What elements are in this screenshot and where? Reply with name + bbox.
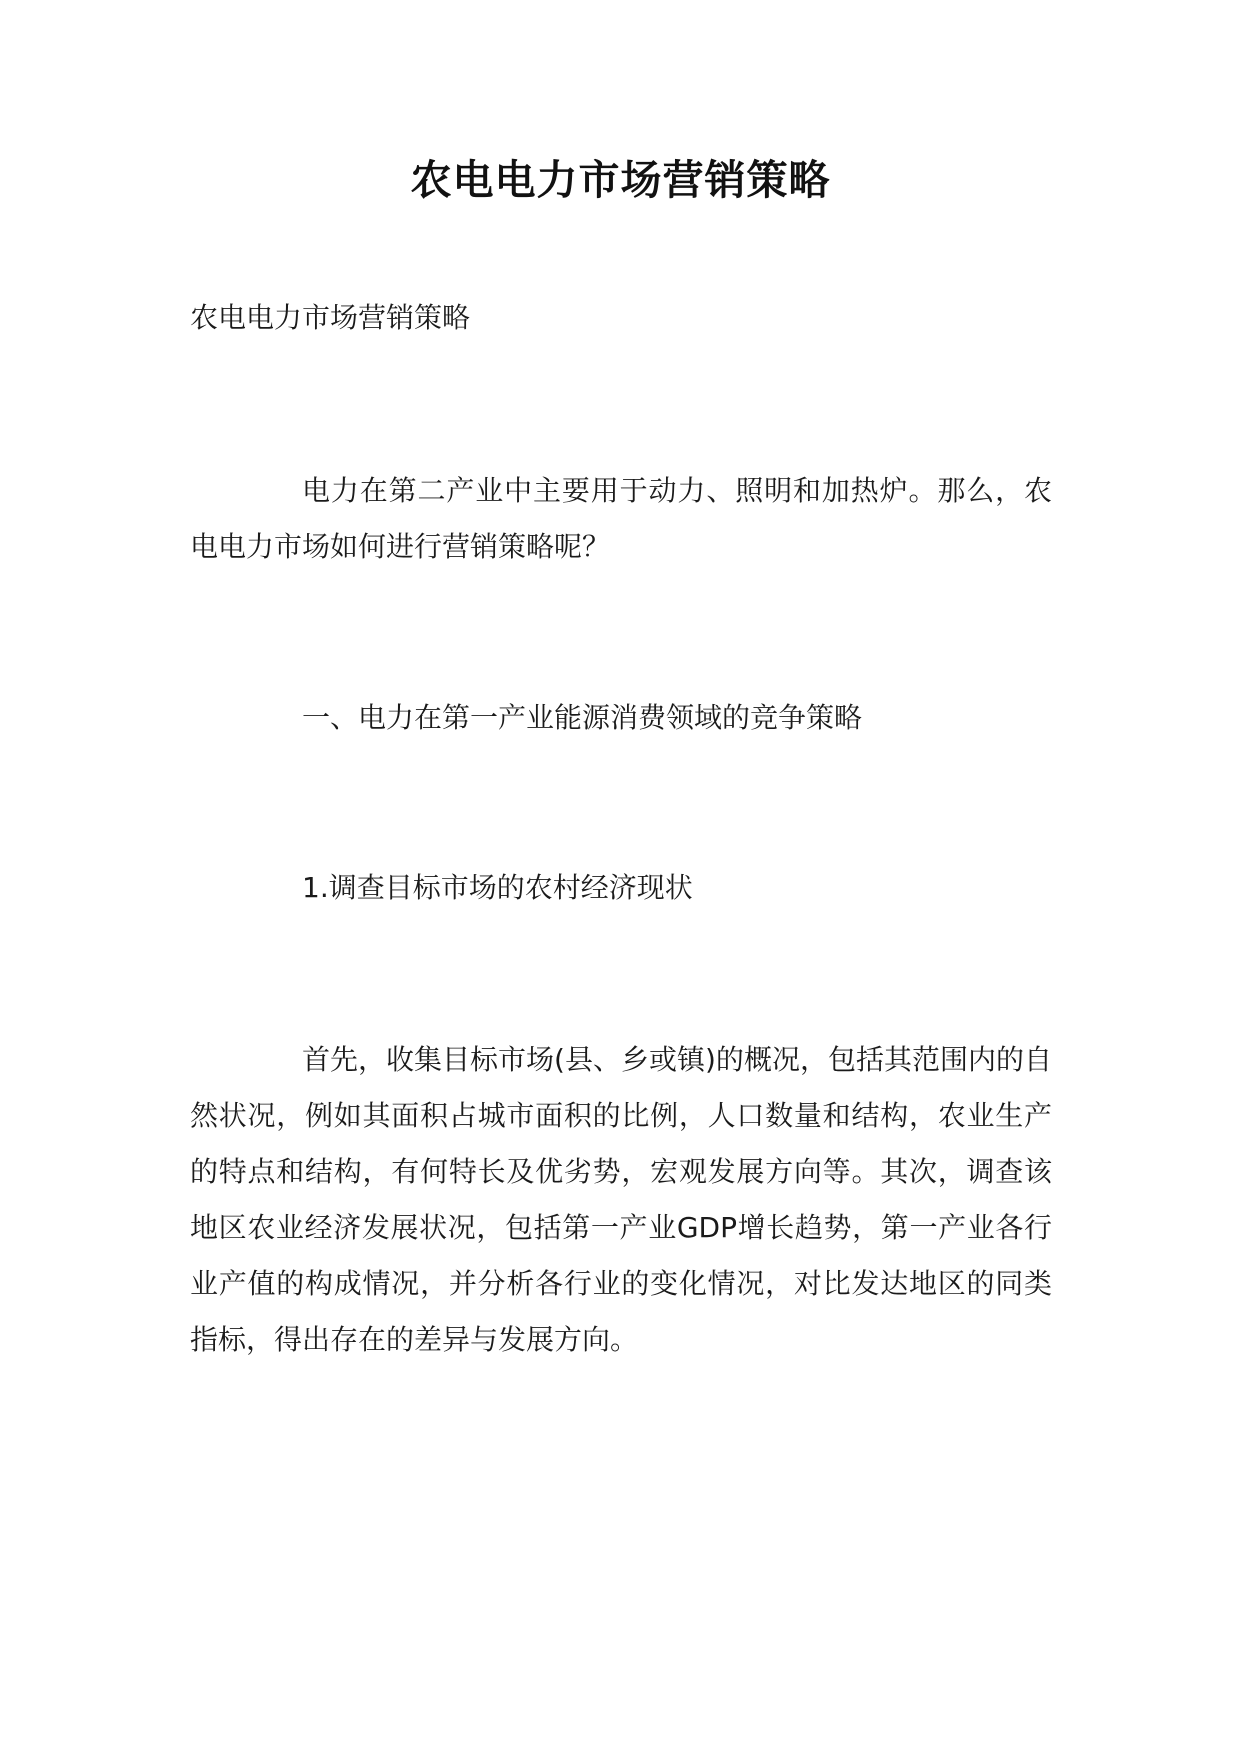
document-subtitle: 农电电力市场营销策略 — [190, 301, 471, 334]
intro-paragraph: 电力在第二产业中主要用于动力、照明和加热炉。那么，农电电力市场如何进行营销策略呢？ — [190, 474, 1052, 563]
section-heading-1: 一、电力在第一产业能源消费领域的竞争策略 — [302, 701, 863, 734]
subsection-heading-1: 1.调查目标市场的农村经济现状 — [302, 871, 693, 904]
body-paragraph-1: 首先，收集目标市场(县、乡或镇)的概况，包括其范围内的自然状况，例如其面积占城市面积的比例，人口数量和结构，农业生产的特点和结构，有何特长及优劣势，宏观发展方向等。其次，调查该地区农业经济发展状况，包括第一产业GDP增长趋势，第一产业各行业产值的构成情况，并分析各行业的变化情况，对比发达地区的同类指标，得出存在的差异与发展方向。 — [190, 1043, 1052, 1356]
document-title: 农电电力市场营销策略 — [410, 156, 831, 204]
